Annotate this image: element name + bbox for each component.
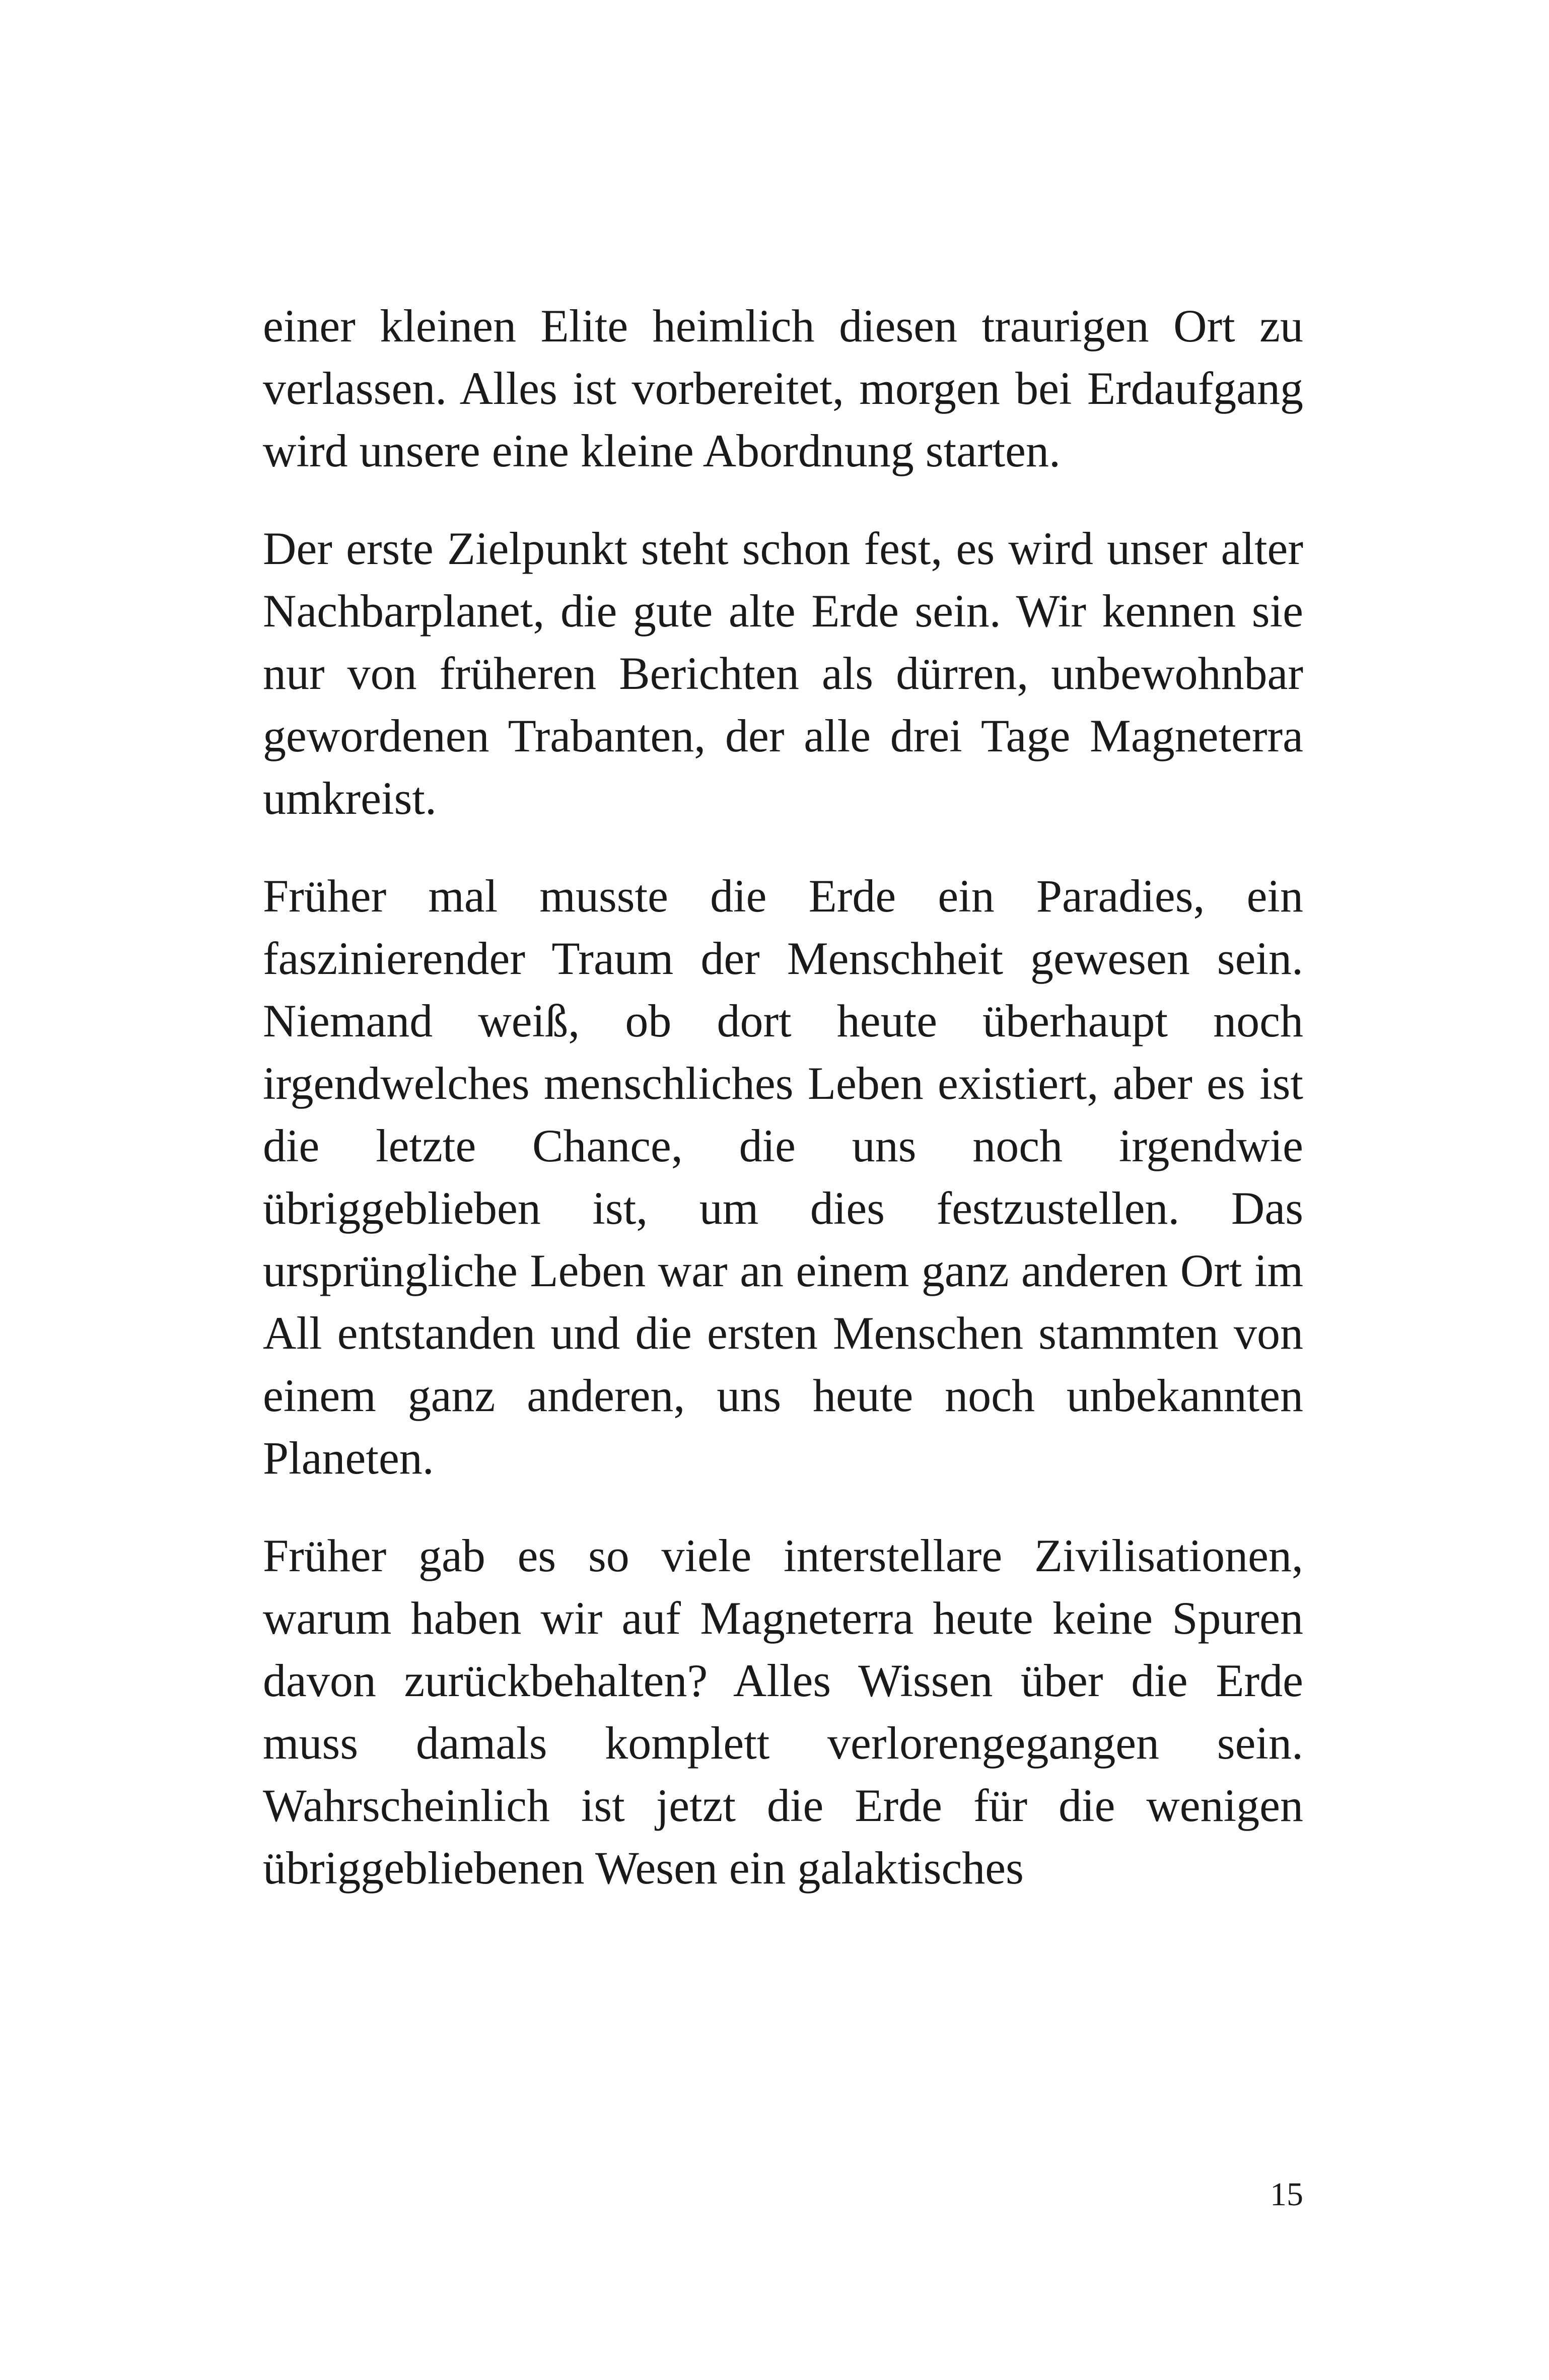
paragraph-2: Der erste Zielpunkt steht schon fest, es wird unser alter Nachbarplanet, die gute alte Erde sein. Wir kennen sie nur von früheren Berichten als dürren, unbewohnbar gewordenen Trabanten, der alle drei Tage Magneterra umkreist. xyxy=(263,523,1303,824)
body-text xyxy=(263,295,1303,1934)
page-number: 15 xyxy=(1270,2176,1303,2213)
paragraph-3: Früher mal musste die Erde ein Paradies, ein faszinierender Traum der Menschheit gewesen sein. Niemand weiß, ob dort heute überhaupt noch irgendwelches menschliches Leben existiert, aber es ist die letzte Chance, die uns noch irgendwie übriggeblieben ist, um dies festzustellen. Das ursprüngliche Leben war an einem ganz anderen Ort im All entstanden und die ersten Menschen stammten von einem ganz anderen, uns heute noch unbekannten Planeten. xyxy=(263,870,1303,1484)
paragraph-1: einer kleinen Elite heimlich diesen traurigen Ort zu verlassen. Alles ist vorbereitet, morgen bei Erdaufgang wird unsere eine kleine Abordnung starten. xyxy=(263,300,1303,476)
paragraph-4: Früher gab es so viele interstellare Zivilisationen, warum haben wir auf Magneterra heute keine Spuren davon zurückbehalten? Alles Wissen über die Erde muss damals komplett verlorengegangen sein. Wahrscheinlich ist jetzt die Erde für die wenigen übriggebliebenen Wesen ein galaktisches xyxy=(263,1530,1303,1894)
